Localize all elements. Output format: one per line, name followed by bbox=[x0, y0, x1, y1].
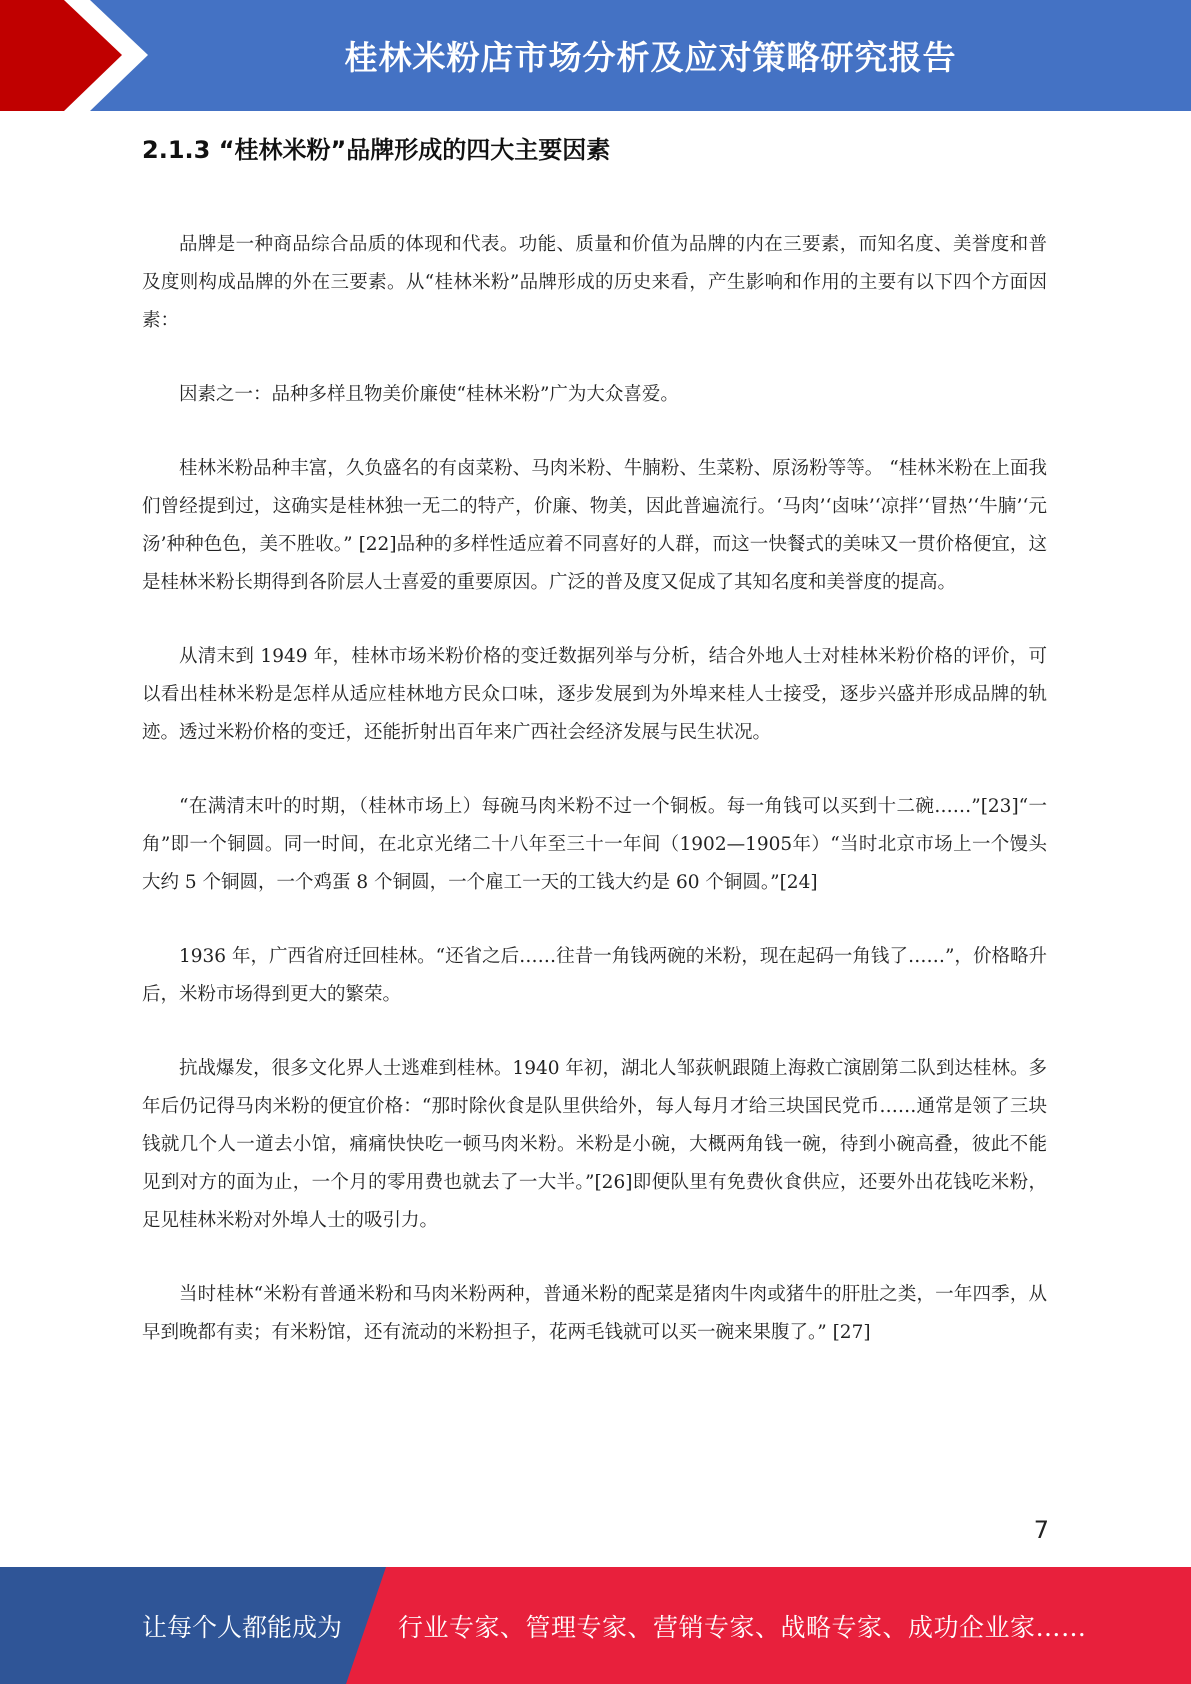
paragraph-factor-one: 因素之一：品种多样且物美价廉使“桂林米粉”广为大众喜爱。 bbox=[179, 384, 679, 405]
paragraph-wartime: 抗战爆发，很多文化界人士逃难到桂林。1940 年初，湖北人邹荻帆跟随上海救亡演剧第二队到达桂林。多年后仍记得马肉米粉的便宜价格：“那时除伙食是队里供给外，每人每月才给三块国民党币……通常是领了三块钱就几个人一道去小馆，痛痛快快吃一顿马肉米粉。米粉是小碗，大概两角钱一碗，待到小碗高叠，彼此不能见到对方的面为止，一个月的零用费也就去了一大半。”[26]即便队里有免费伙食供应，还要外出花钱吃米粉，足见桂林米粉对外埠人士的吸引力。 bbox=[142, 1058, 1047, 1231]
page-header bbox=[0, 0, 1191, 111]
paragraph-intro: 品牌是一种商品综合品质的体现和代表。功能、质量和价值为品牌的内在三要素，而知名度、美誉度和普及度则构成品牌的外在三要素。从“桂林米粉”品牌形成的历史来看，产生影响和作用的主要有以下四个方面因素： bbox=[142, 234, 1047, 331]
paragraph-noodle-types: 当时桂林“米粉有普通米粉和马肉米粉两种，普通米粉的配菜是猪肉牛肉或猪牛的肝肚之类，一年四季，从早到晚都有卖；有米粉馆，还有流动的米粉担子，花两毛钱就可以买一碗来果腹了。” [27] bbox=[142, 1284, 1047, 1343]
page-footer bbox=[0, 1567, 1191, 1684]
paragraph-1936: 1936 年，广西省府迁回桂林。“还省之后……往昔一角钱两碗的米粉，现在起码一角钱了……”，价格略升后，米粉市场得到更大的繁荣。 bbox=[142, 946, 1047, 1005]
paragraph-price-history: 从清末到 1949 年，桂林市场米粉价格的变迁数据列举与分析，结合外地人士对桂林米粉价格的评价，可以看出桂林米粉是怎样从适应桂林地方民众口味，逐步发展到为外埠来桂人士接受，逐步兴盛并形成品牌的轨迹。透过米粉价格的变迁，还能折射出百年来广西社会经济发展与民生状况。 bbox=[142, 646, 1047, 743]
report-title: 桂林米粉店市场分析及应对策略研究报告 bbox=[344, 38, 957, 77]
section-heading: 2.1.3 “桂林米粉”品牌形成的四大主要因素 bbox=[142, 136, 611, 164]
paragraph-qing-dynasty: “在满清末叶的时期，（桂林市场上）每碗马肉米粉不过一个铜板。每一角钱可以买到十二碗……”[23]“一角”即一个铜圆。同一时间，在北京光绪二十八年至三十一年间（1902—1905年）“当时北京市场上一个馒头大约 5 个铜圆，一个鸡蛋 8 个铜圆，一个雇工一天的工钱大约是 60 个铜圆。”[24] bbox=[142, 796, 1047, 893]
footer-slogan-right: 行业专家、管理专家、营销专家、战略专家、成功企业家…… bbox=[398, 1612, 1087, 1642]
footer-slogan-left: 让每个人都能成为 bbox=[142, 1612, 343, 1642]
paragraph-variety: 桂林米粉品种丰富，久负盛名的有卤菜粉、马肉米粉、牛腩粉、生菜粉、原汤粉等等。 “桂林米粉在上面我们曾经提到过，这确实是桂林独一无二的特产，价廉、物美，因此普遍流行。‘马肉’‘卤味’‘凉拌’‘冒热’‘牛腩’‘元汤’种种色色，美不胜收。” [22]品种的多样性适应着不同喜好的人群，而这一快餐式的美味又一贯价格便宜，这是桂林米粉长期得到各阶层人士喜爱的重要原因。广泛的普及度又促成了其知名度和美誉度的提高。 bbox=[142, 458, 1047, 593]
page-number: 7 bbox=[1033, 1516, 1049, 1544]
page-content bbox=[142, 128, 1047, 1388]
